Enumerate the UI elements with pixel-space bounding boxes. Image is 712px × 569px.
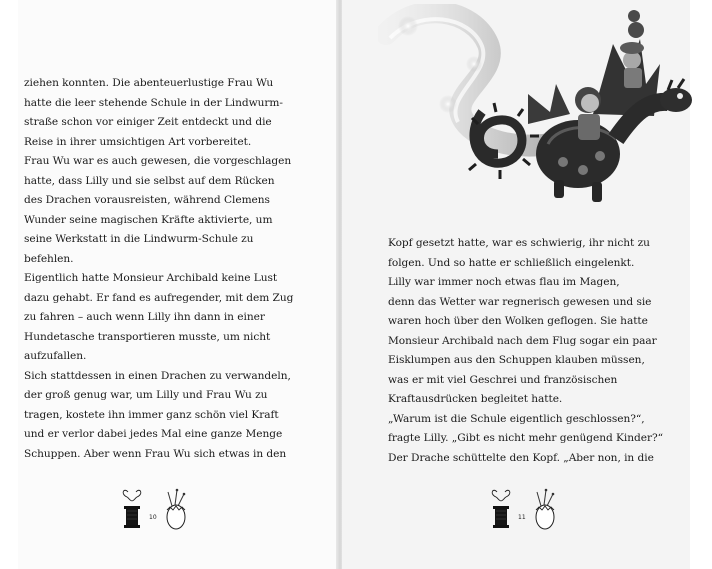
text-line: des Drachen vorausreisten, während Clemens: [24, 194, 270, 206]
text-line: Sich stattdessen in einen Drachen zu verwandeln,: [24, 369, 291, 382]
text-line: Frau Wu war es auch gewesen, die vorgeschlagen: [24, 155, 292, 167]
text-line: Kraftausdrücken begleitet hatte.: [388, 393, 563, 405]
right-page: [342, 0, 690, 569]
text-line: Wunder seine magischen Kräfte aktivierte, um: [24, 213, 273, 226]
egg-with-sewing-tools-icon: [532, 488, 558, 530]
text-line: der groß genug war, um Lilly und Frau Wu zu: [24, 389, 268, 401]
thread-spool-icon: [121, 488, 143, 530]
text-line: Der Drache schüttelte den Kopf. „Aber non, in die: [388, 451, 654, 464]
text-line: Schuppen. Aber wenn Frau Wu sich etwas in den: [24, 447, 287, 460]
text-line: seine Werkstatt in die Lindwurm-Schule zu: [24, 233, 254, 245]
text-line: hatte die leer stehende Schule in der Lindwurm-: [24, 96, 283, 109]
text-line: Eisklumpen aus den Schuppen klauben müssen,: [388, 354, 645, 366]
text-line: Hundetasche transportieren musste, um nicht: [24, 330, 271, 343]
text-line: ziehen konnten. Die abenteuerlustige Frau Wu: [24, 77, 274, 89]
text-line: folgen. Und so hatte er schließlich eingelenkt.: [388, 256, 635, 269]
right-page-text: [388, 234, 663, 468]
text-line: fragte Lilly. „Gibt es nicht mehr genügend Kinder?“: [388, 432, 663, 444]
text-line: dazu gehabt. Er fand es aufregender, mit dem Zug: [24, 291, 294, 304]
page-number: 10: [149, 513, 157, 521]
egg-with-sewing-tools-icon: [163, 488, 189, 530]
text-line: tragen, kostete ihn immer ganz schön viel Kraft: [24, 408, 279, 421]
thread-spool-icon: [490, 488, 512, 530]
text-line: aufzufallen.: [24, 350, 87, 362]
page-number: 11: [518, 513, 526, 521]
left-page: [18, 0, 340, 569]
text-line: und er verlor dabei jedes Mal eine ganze Menge: [24, 428, 283, 440]
dragon-illustration: [378, 4, 694, 224]
text-line: Kopf gesetzt hatte, war es schwierig, ihr nicht zu: [388, 237, 650, 249]
text-line: „Warum ist die Schule eigentlich geschlossen?“,: [388, 412, 645, 425]
text-line: denn das Wetter war regnerisch gewesen und sie: [388, 295, 652, 308]
text-line: zu fahren – auch wenn Lilly ihn dann in einer: [24, 311, 265, 323]
left-page-text: [24, 74, 293, 464]
left-page-footer: [121, 488, 189, 530]
right-page-footer: [490, 488, 558, 530]
text-line: Reise in ihrer umsichtigen Art vorbereitet.: [24, 135, 252, 148]
text-line: Monsieur Archibald nach dem Flug sogar ein paar: [388, 334, 657, 347]
text-line: Lilly war immer noch etwas flau im Magen,: [388, 276, 620, 288]
text-line: waren hoch über den Wolken geflogen. Sie hatte: [388, 315, 648, 327]
text-line: was er mit viel Geschrei und französischen: [388, 373, 618, 386]
text-line: hatte, dass Lilly und sie selbst auf dem Rücken: [24, 174, 275, 187]
text-line: straße schon vor einiger Zeit entdeckt und die: [24, 116, 272, 128]
text-line: befehlen.: [24, 252, 74, 265]
text-line: Eigentlich hatte Monsieur Archibald keine Lust: [24, 272, 278, 284]
